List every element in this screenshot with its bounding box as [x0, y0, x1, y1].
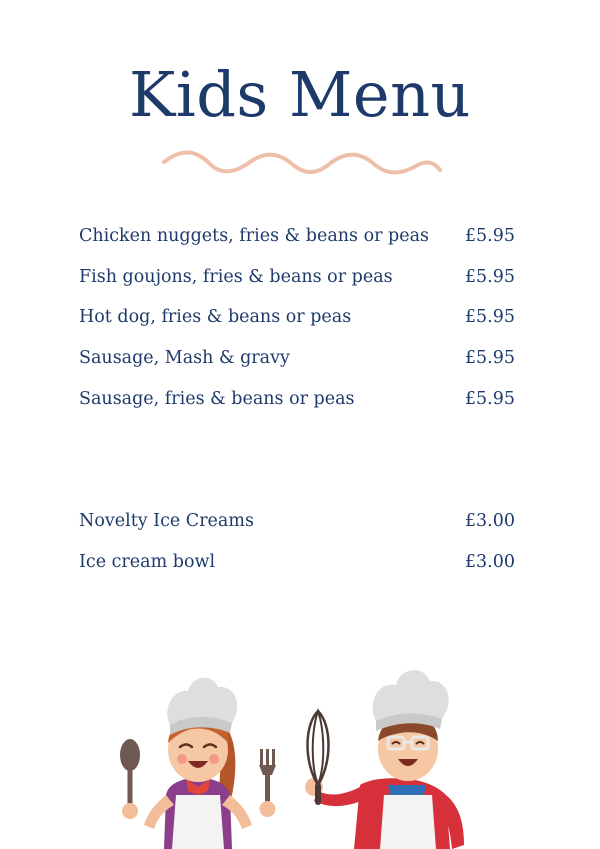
menu-item-price: £5.95 [464, 307, 515, 328]
desserts-list [79, 511, 515, 592]
menu-item-name: Sausage, Mash & gravy [79, 348, 290, 369]
kids-chefs-illustration [108, 645, 493, 849]
menu-item-price: £5.95 [464, 388, 515, 409]
menu-item-price: £3.00 [464, 551, 515, 572]
menu-item-name: Chicken nuggets, fries & beans or peas [79, 226, 430, 246]
menu-item [79, 389, 515, 430]
boy-chef-icon [305, 670, 464, 849]
menu-item-name: Fish goujons, fries & beans or peas [79, 266, 393, 287]
mains-list [79, 226, 515, 429]
menu-item-price: £3.00 [464, 511, 515, 531]
menu-item [79, 226, 515, 267]
menu-item [79, 348, 515, 389]
menu-item-name: Ice cream bowl [79, 551, 216, 572]
spoon-icon [120, 739, 140, 819]
menu-item-name: Sausage, fries & beans or peas [79, 388, 355, 409]
menu-item [79, 552, 515, 593]
menu-item-name: Hot dog, fries & beans or peas [79, 307, 352, 328]
squiggle-divider [160, 148, 442, 184]
menu-item-price: £5.95 [464, 348, 515, 369]
menu-item [79, 511, 515, 552]
girl-chef-icon [144, 678, 252, 849]
menu-item [79, 267, 515, 308]
page-title: Kids Menu [129, 58, 471, 131]
menu-item-price: £5.95 [464, 266, 515, 287]
menu-item [79, 307, 515, 348]
fork-icon [259, 749, 276, 817]
menu-item-name: Novelty Ice Creams [79, 511, 254, 531]
menu-item-price: £5.95 [464, 226, 515, 246]
